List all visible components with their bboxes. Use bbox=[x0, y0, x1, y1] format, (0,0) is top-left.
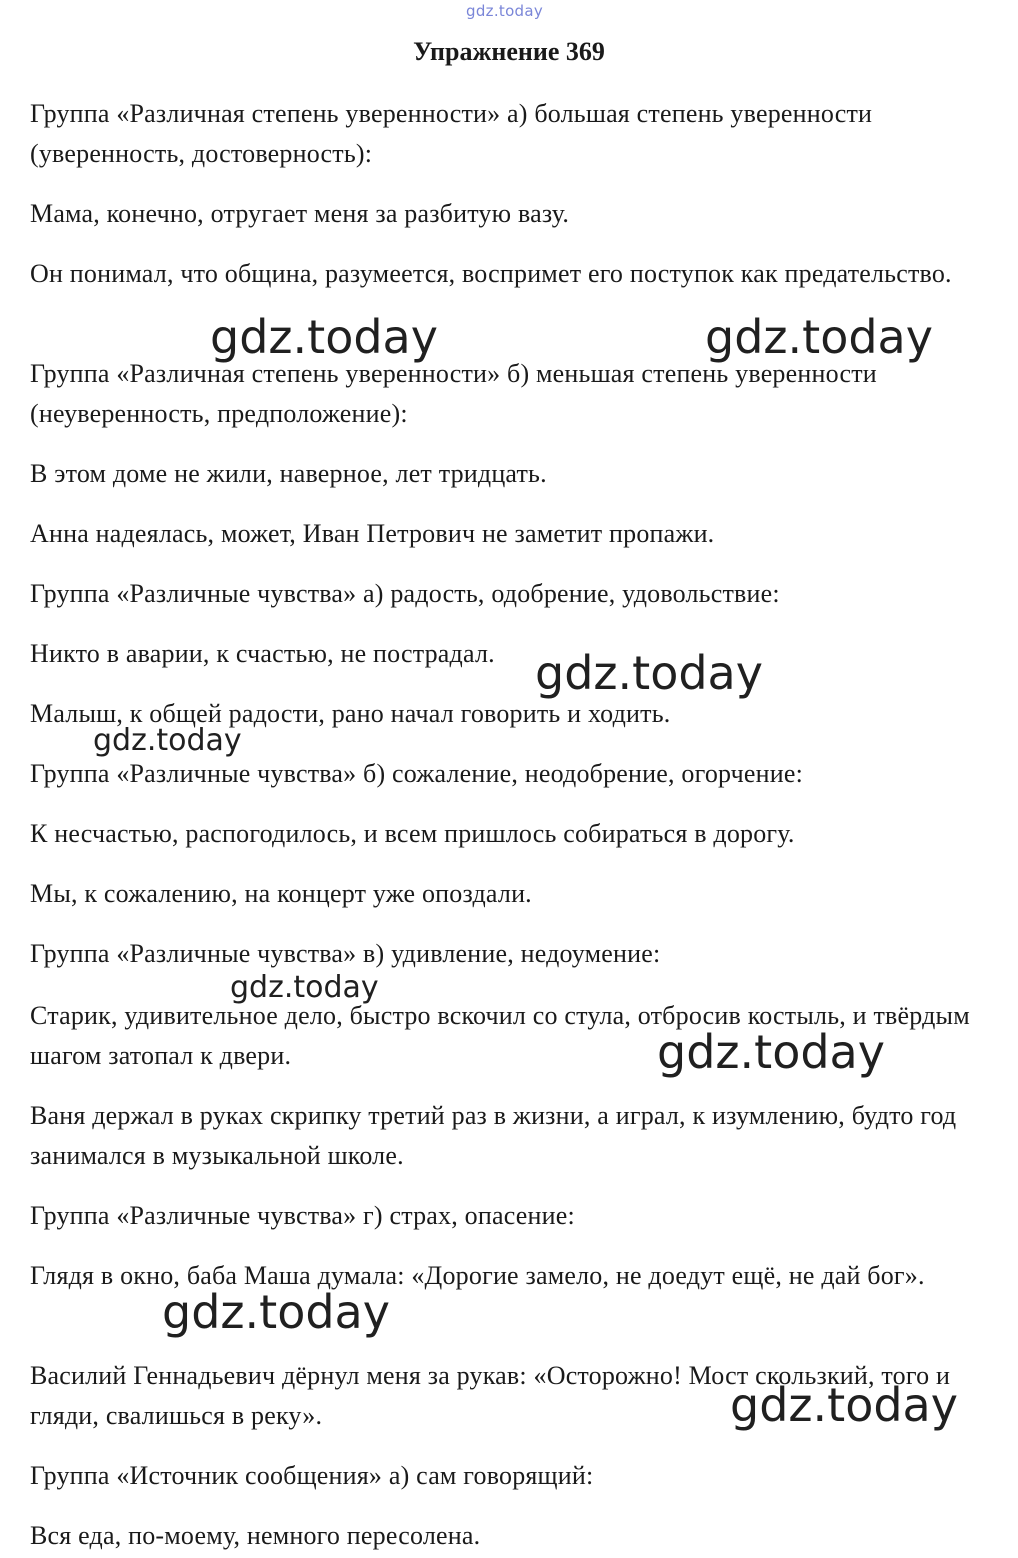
paragraph-13: Группа «Различные чувства» в) удивление, недоумение: bbox=[30, 939, 661, 968]
watermark: gdz.today bbox=[93, 723, 242, 758]
paragraph-3: Он понимал, что община, разумеется, воспримет его поступок как предательство. bbox=[30, 259, 952, 288]
paragraph-9: Малыш, к общей радости, рано начал говорить и ходить. bbox=[30, 699, 671, 728]
paragraph-18: Василий Геннадьевич дёрнул меня за рукав: «Осторожно! Мост скользкий, того и гляди, свалишься в реку». bbox=[30, 1361, 951, 1430]
paragraph-4: Группа «Различная степень уверенности» б) меньшая степень уверенности (неуверенность, предположение): bbox=[30, 359, 877, 428]
paragraph-5: В этом доме не жили, наверное, лет тридцать. bbox=[30, 459, 547, 488]
watermark: gdz.today bbox=[162, 1285, 390, 1339]
paragraph-17: Глядя в окно, баба Маша думала: «Дорогие замело, не доедут ещё, не дай бог». bbox=[30, 1261, 925, 1290]
paragraph-7: Группа «Различные чувства» а) радость, одобрение, удовольствие: bbox=[30, 579, 780, 608]
watermark: gdz.today bbox=[657, 1025, 885, 1079]
paragraph-15: Ваня держал в руках скрипку третий раз в жизни, а играл, к изумлению, будто год занимался в музыкальной школе. bbox=[30, 1101, 957, 1170]
paragraph-10: Группа «Различные чувства» б) сожаление, неодобрение, огорчение: bbox=[30, 759, 803, 788]
paragraph-12: Мы, к сожалению, на концерт уже опоздали. bbox=[30, 879, 532, 908]
page-title: Упражнение 369 bbox=[413, 37, 605, 66]
paragraph-11: К несчастью, распогодилось, и всем пришлось собираться в дорогу. bbox=[30, 819, 795, 848]
watermark: gdz.today bbox=[210, 310, 438, 364]
paragraph-6: Анна надеялась, может, Иван Петрович не заметит пропажи. bbox=[30, 519, 715, 548]
paragraph-14: Старик, удивительное дело, быстро вскочил со стула, отбросив костыль, и твёрдым шагом затопал к двери. bbox=[30, 1001, 970, 1070]
paragraph-2: Мама, конечно, отругает меня за разбитую вазу. bbox=[30, 199, 570, 228]
paragraph-1: Группа «Различная степень уверенности» а) большая степень уверенности (уверенность, достоверность): bbox=[30, 99, 873, 168]
watermark: gdz.today bbox=[705, 310, 933, 364]
paragraph-20: Вся еда, по-моему, немного пересолена. bbox=[30, 1521, 481, 1550]
paragraph-8: Никто в аварии, к счастью, не пострадал. bbox=[30, 639, 495, 668]
watermark: gdz.today bbox=[730, 1378, 958, 1432]
paragraph-19: Группа «Источник сообщения» а) сам говорящий: bbox=[30, 1461, 594, 1490]
top-watermark: gdz.today bbox=[466, 2, 544, 20]
watermark: gdz.today bbox=[535, 646, 763, 700]
paragraph-16: Группа «Различные чувства» г) страх, опасение: bbox=[30, 1201, 575, 1230]
watermark: gdz.today bbox=[230, 970, 379, 1005]
